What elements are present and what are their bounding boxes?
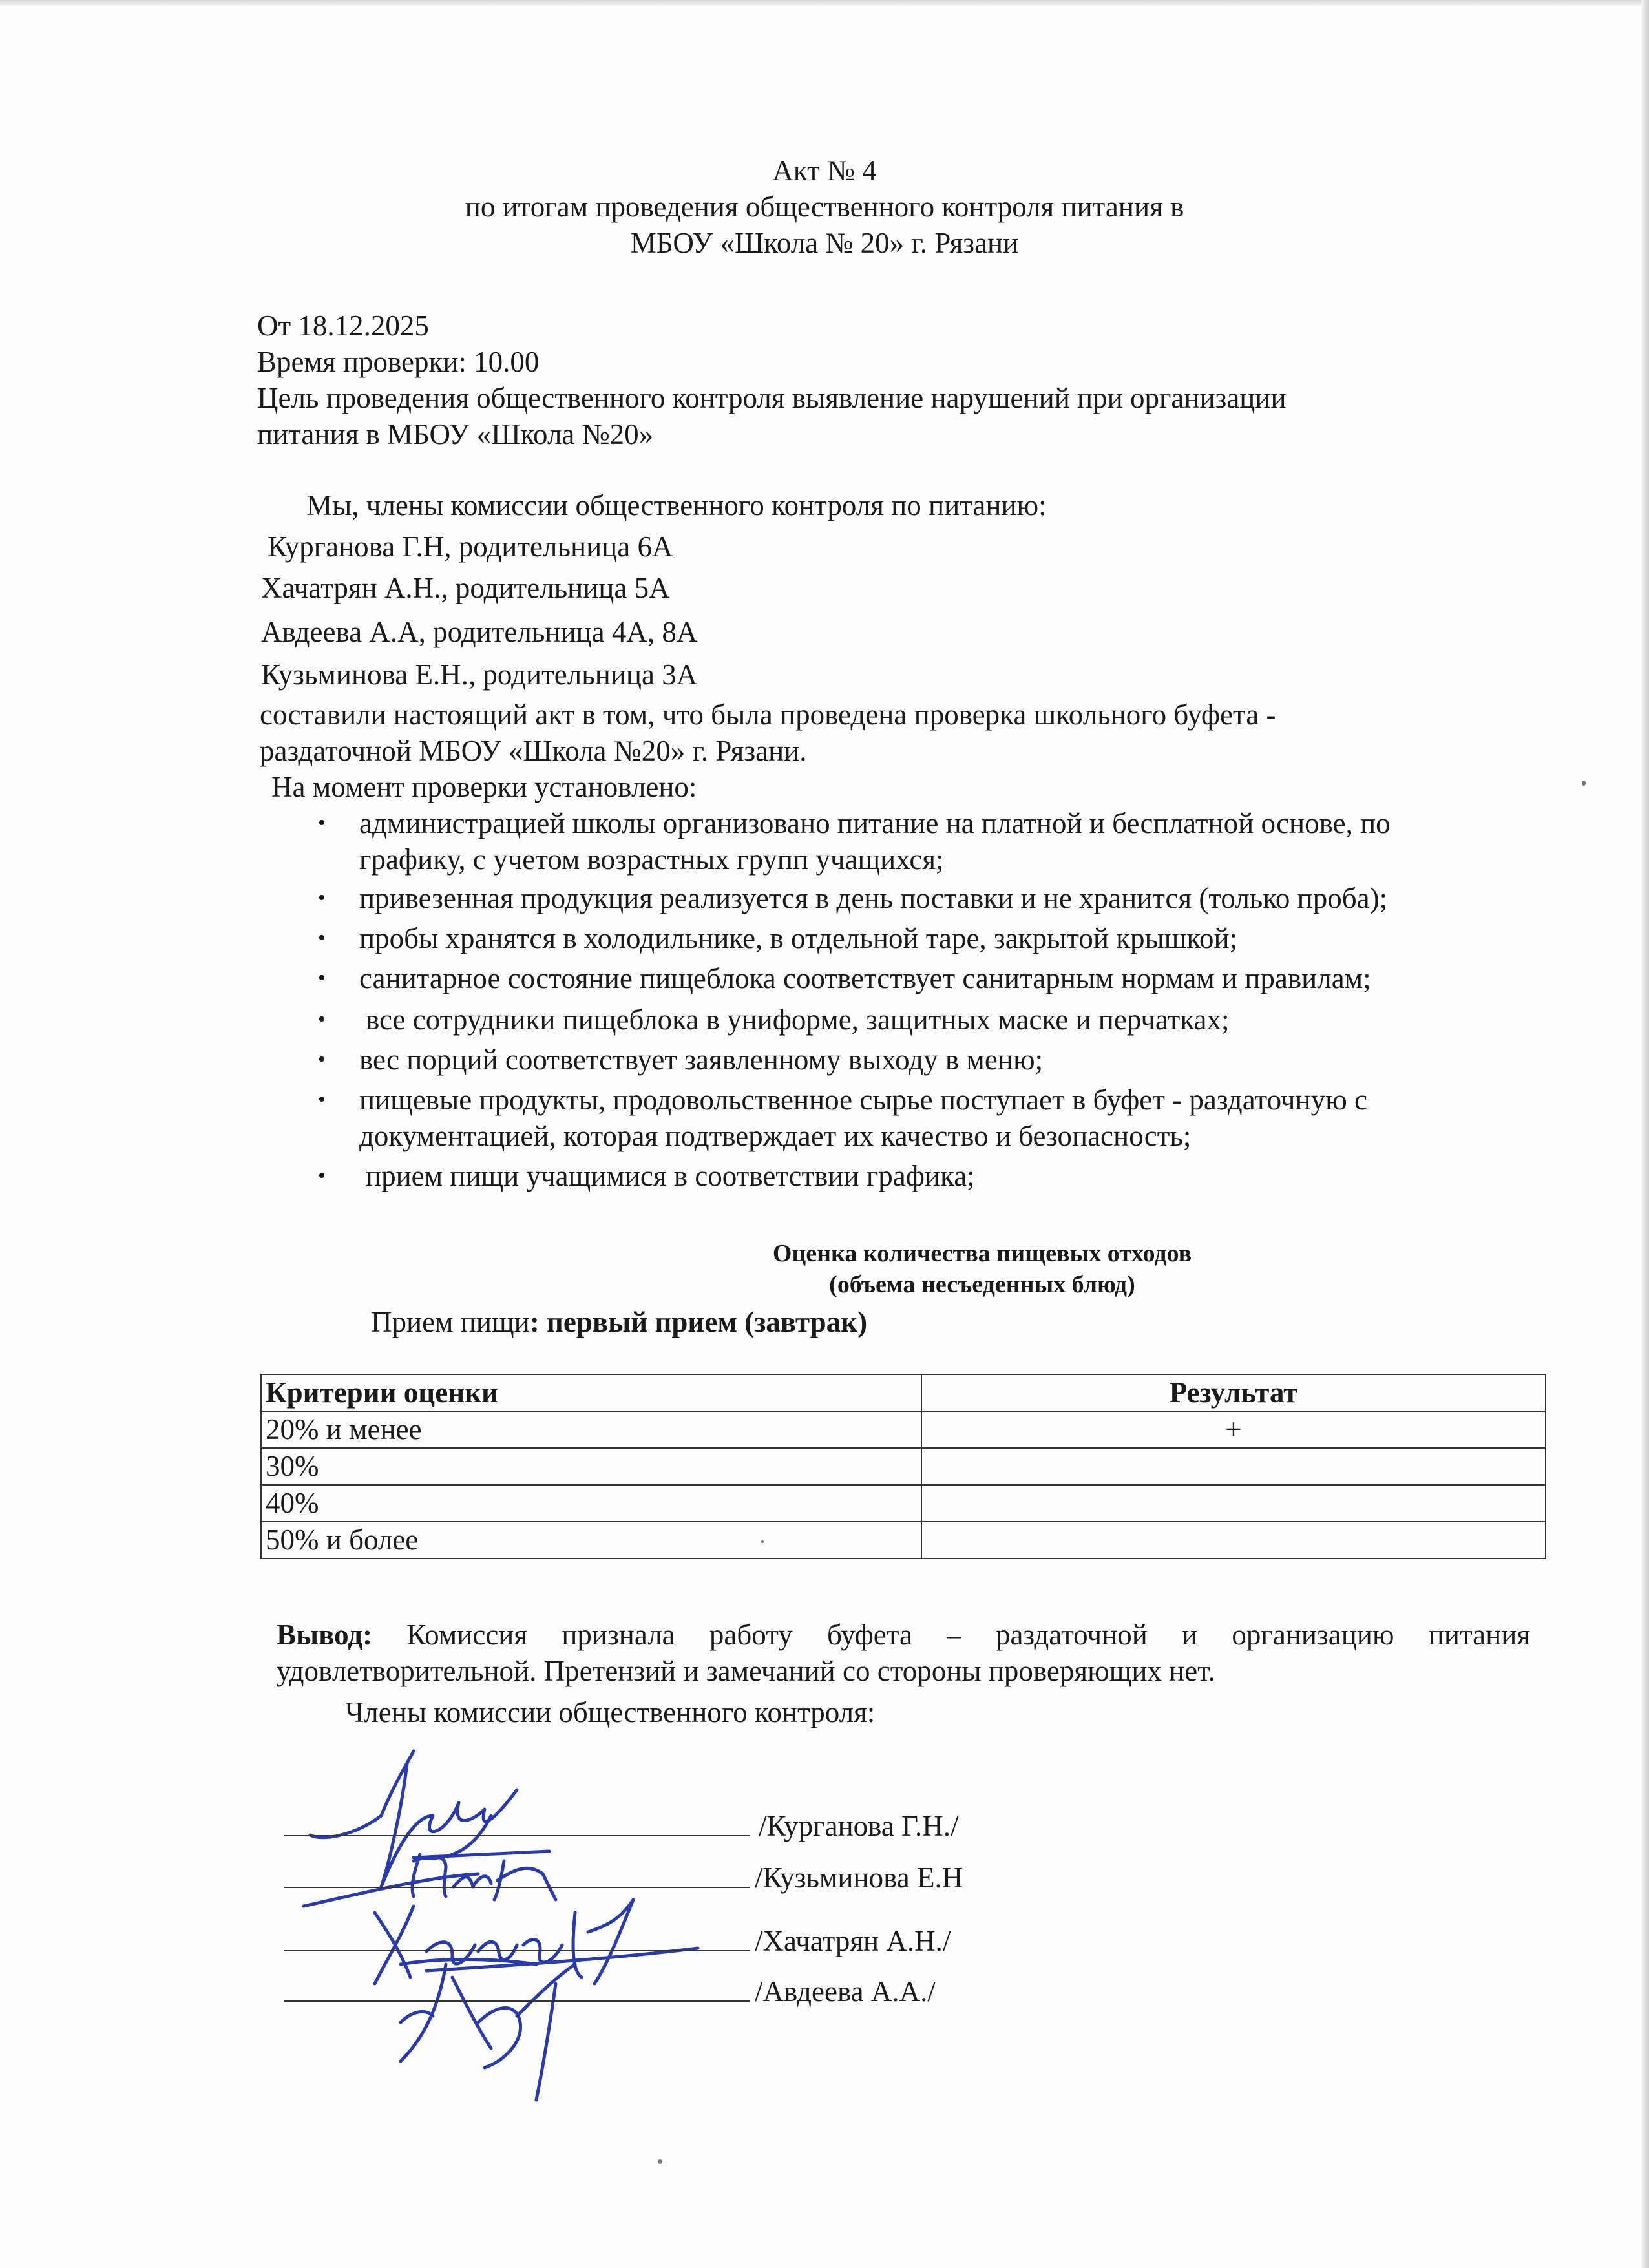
- result-cell: [921, 1522, 1546, 1559]
- member-item: Курганова Г.Н, родительница 6А: [268, 530, 673, 563]
- meal-line: [371, 1303, 867, 1341]
- bullet-marker: •: [318, 811, 326, 835]
- header-result: Результат: [921, 1374, 1546, 1411]
- finding-item-continued: документацией, которая подтверждает их качество и безопасность;: [359, 1120, 1192, 1152]
- findings-intro: На момент проверки установлено:: [271, 771, 697, 803]
- purpose-line: питания в МБОУ «Школа №20»: [257, 418, 654, 450]
- table-header-row: [261, 1374, 1546, 1411]
- finding-item: все сотрудники пищеблока в униформе, защитных маске и перчатках;: [366, 1003, 1230, 1036]
- document-title: Акт № 4: [772, 154, 877, 187]
- scan-speck: [1582, 781, 1586, 786]
- scan-speck: [658, 2159, 662, 2164]
- finding-item: администрацией школы организовано питание на платной и бесплатной основе, по: [359, 807, 1391, 839]
- meal-label: Прием пищи: [371, 1306, 530, 1338]
- member-item: Хачатрян А.Н., родительница 5А: [261, 572, 670, 604]
- criteria-table: [260, 1374, 1546, 1559]
- finding-item: пробы хранятся в холодильнике, в отдельной таре, закрытой крышкой;: [359, 922, 1238, 954]
- finding-item: пищевые продукты, продовольственное сырье поступает в буфет - раздаточную с: [359, 1084, 1367, 1116]
- bullet-marker: •: [318, 1087, 326, 1111]
- bullet-marker: •: [318, 1047, 326, 1071]
- result-cell: +: [921, 1411, 1546, 1448]
- signatory-name: /Кузьминова Е.Н: [755, 1862, 963, 1894]
- finding-item-continued: графику, с учетом возрастных групп учащихся;: [359, 843, 944, 876]
- signatory-name: /Авдеева А.А./: [755, 1975, 936, 2008]
- waste-section-title: Оценка количества пищевых отходов: [772, 1240, 1192, 1267]
- bullet-marker: •: [318, 1007, 326, 1031]
- document-subtitle: по итогам проведения общественного контроля питания в: [465, 191, 1184, 223]
- scan-right-edge: [1641, 0, 1649, 2268]
- signature-line: [284, 2000, 750, 2002]
- bullet-marker: •: [318, 886, 326, 910]
- conclusion-line: удовлетворительной. Претензий и замечаний со стороны проверяющих нет.: [277, 1655, 1215, 1687]
- table-row: [261, 1448, 1546, 1485]
- table-row: [261, 1485, 1546, 1522]
- signatory-name: /Курганова Г.Н./: [759, 1810, 959, 1842]
- finding-item: прием пищи учащимися в соответствии графика;: [366, 1160, 975, 1192]
- criteria-cell: 30%: [261, 1448, 921, 1485]
- purpose-line: Цель проведения общественного контроля выявление нарушений при организации: [257, 382, 1287, 414]
- signature-avdeeva: [362, 1938, 633, 2106]
- member-item: Кузьминова Е.Н., родительница 3А: [261, 658, 698, 691]
- act-date: От 18.12.2025: [257, 310, 429, 342]
- finding-item: санитарное состояние пищеблока соответствует санитарным нормам и правилам;: [359, 962, 1371, 994]
- conclusion-text: Комиссия признала работу буфета – раздаточной и организацию питания: [372, 1619, 1530, 1651]
- bullet-marker: •: [318, 966, 326, 990]
- criteria-cell: 40%: [261, 1485, 921, 1522]
- inspection-time: Время проверки: 10.00: [257, 346, 540, 378]
- finding-item: привезенная продукция реализуется в день поставки и не хранится (только проба);: [359, 882, 1388, 914]
- document-subtitle-school: МБОУ «Школа № 20» г. Рязани: [630, 227, 1019, 259]
- criteria-cell: 50% и более: [261, 1522, 921, 1559]
- header-criteria: Критерии оценки: [261, 1374, 921, 1411]
- result-cell: [921, 1485, 1546, 1522]
- waste-section-subtitle: (объема несъеденных блюд): [829, 1271, 1135, 1298]
- bullet-marker: •: [318, 926, 326, 950]
- table-row: [261, 1411, 1546, 1448]
- signatory-name: /Хачатрян А.Н./: [755, 1925, 951, 1957]
- members-intro: Мы, члены комиссии общественного контроля по питанию:: [306, 489, 1047, 521]
- member-item: Авдеева А.А, родительница 4А, 8А: [261, 616, 698, 648]
- bullet-marker: •: [318, 1164, 326, 1188]
- scan-top-edge: [0, 0, 1649, 6]
- commission-members-label: Члены комиссии общественного контроля:: [345, 1696, 876, 1728]
- result-cell: [921, 1448, 1546, 1485]
- conclusion-label: Вывод:: [277, 1619, 373, 1651]
- meal-value: : первый прием (завтрак): [529, 1306, 868, 1338]
- criteria-cell: 20% и менее: [261, 1411, 921, 1448]
- table-row: [261, 1522, 1546, 1559]
- finding-item: вес порций соответствует заявленному выходу в меню;: [359, 1044, 1044, 1076]
- statement-line: составили настоящий акт в том, что была проведена проверка школьного буфета -: [260, 698, 1276, 731]
- statement-line: раздаточной МБОУ «Школа №20» г. Рязани.: [260, 735, 807, 767]
- conclusion-line: [277, 1615, 1530, 1654]
